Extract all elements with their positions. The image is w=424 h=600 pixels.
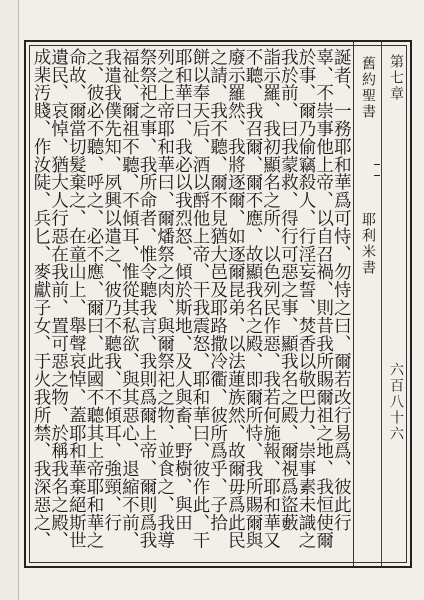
text-column: 詣示羅、我初顯名之所、以色列民作惡、我若何施報、耶和華又: [260, 48, 281, 550]
text-column: 我遣我僕先知、夙興以遣之、彼乃不聽我、不傾耳、強頸、行: [101, 48, 122, 532]
text-column: 於事、爾乃偷竊殺人、行淫妄誓、焚香以敬巴力、崇事素未識之: [296, 48, 316, 550]
book-title: 舊約聖書: [360, 56, 376, 120]
text-column: 我於前、曰我蒙救、得行可惡之事、顯我名之殿、爾視爲盜藪: [278, 48, 299, 532]
text-column: 耶和華曰、我必以我烈怒、傾於斯地、及人與畜、野樹、與田: [172, 48, 193, 532]
fish-tail-mark: [374, 162, 380, 178]
text-column: 遺民、哀悼、猶大人行惡在我前、置可惡之物、於稱我名之殿、: [48, 48, 69, 550]
text-column: 之、彼必不聽、呼之、必不應、爾曰、此國不聽其上帝耶和華之: [84, 48, 104, 550]
page-number: 六百八十六: [388, 362, 404, 442]
chapter-label: 第七章: [388, 54, 404, 102]
text-column: 列之上帝耶和華曰、爾燔祭之肉、與爾祭祀之物、並食之、我導: [154, 48, 175, 550]
text-column: 辜、不崇事他上帝、以自召禍、則昔我所賜爾祖之地、我恒使爾: [313, 48, 334, 550]
text-column: 命故、爾當切髮棄之、在童山上、舉聲哀悼、蓋耶和華棄絕斯世: [66, 48, 87, 550]
text-column: 餅以奉天后、酒以酹他上帝、干我震怒、耶和華曰、彼作此、干: [190, 48, 210, 550]
book-name: 耶利米書: [360, 212, 376, 276]
text-column: 祭祭祀之事、我所命者、惟令聽我言、我則爲爾上帝、爾則爲我: [137, 48, 157, 550]
page-frame: [24, 40, 412, 568]
running-header: [353, 42, 410, 566]
text-column: 不聽、我召爾、爾不應、故顯我名之殿、即爾所恃、我所賜爾與: [243, 48, 263, 550]
text-column: 誕者、一務耶和華爲可恃、勿恃之曰、爾若改行易爲、彼此行: [331, 48, 352, 532]
page-edge: [0, 0, 19, 600]
text-column: 之請、我不聽、爾不見猶大邑及耶路撒冷衢、彼所爲乎、子拾: [207, 48, 228, 532]
text-column: 廢示羅然、我將逐爾、如逐爾昆弟、以法蓮族然、故爾毋爲此民: [225, 48, 246, 550]
text-column: 福祉、爾祖不聽、不傾耳、惟從其私欲、與其惡心、退縮不前、: [119, 48, 140, 550]
text-column: 成棐汚賤、作汝陡、兵匕、麥獻子女、于火我所禁、我深惡之、: [31, 48, 51, 550]
scripture-text: [30, 48, 352, 558]
header-divider: [381, 42, 382, 566]
